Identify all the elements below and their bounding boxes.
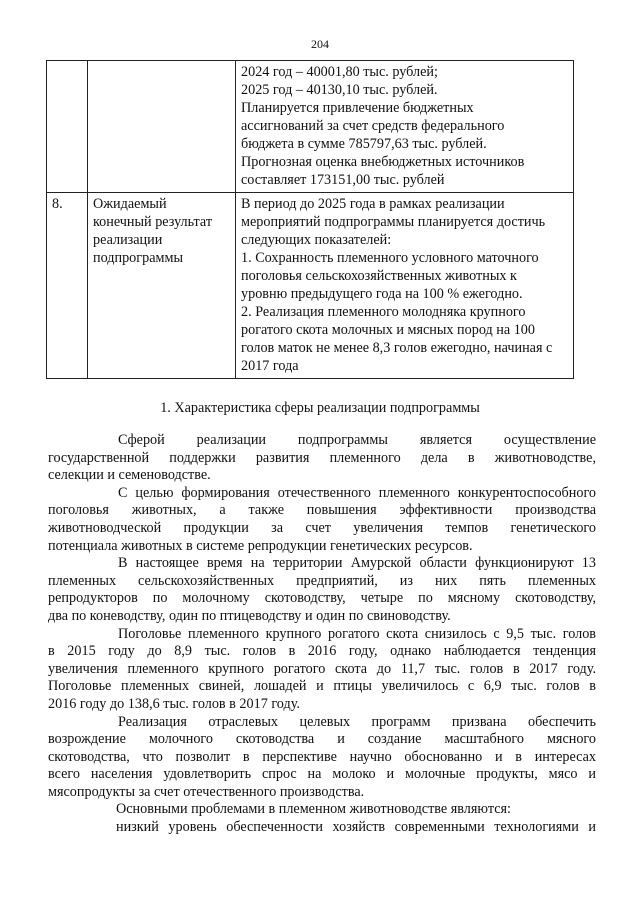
text-line: скотоводства, что позволит в перспективе научно обоснованно и в интересах <box>48 748 596 765</box>
value-line: 1. Сохранность племенного условного маточного <box>241 250 539 266</box>
text-line: потенциала животных в системе репродукции генетических ресурсов. <box>48 537 473 554</box>
name-line: Ожидаемый <box>93 196 167 212</box>
value-line: рогатого скота молочных и мясных пород на 100 <box>241 322 535 338</box>
body-text <box>48 432 596 837</box>
name-line: конечный результат <box>93 214 213 230</box>
paragraph <box>48 801 596 819</box>
section-heading: 1. Характеристика сферы реализации подпрограммы <box>160 400 480 416</box>
table-row-8 <box>47 193 574 379</box>
value-line: В период до 2025 года в рамках реализации <box>241 196 505 212</box>
value-line: поголовья сельскохозяйственных животных к <box>241 268 517 284</box>
row-number-cell <box>47 61 88 193</box>
text-line: Поголовье племенного крупного рогатого скота снизилось с 9,5 тыс. голов <box>118 625 596 642</box>
text-line: низкий уровень обеспеченности хозяйств современными технологиями и <box>116 819 596 836</box>
value-line: голов маток не менее 8,3 голов ежегодно, начиная с <box>241 340 553 356</box>
text-line: Сферой реализации подпрограммы является осуществление <box>118 432 596 448</box>
text-line: государственной поддержки развития племенного дела в животноводстве, <box>48 449 596 466</box>
text-line: всего населения удовлетворить спрос на молоко и молочные продукты, мясо и <box>48 766 596 783</box>
text-line: племенных сельскохозяйственных предприятий, из них пять племенных <box>48 572 596 589</box>
value-line: мероприятий подпрограммы планируется достичь <box>241 214 546 230</box>
value-line: следующих показателей: <box>241 232 392 248</box>
paragraph <box>48 555 596 625</box>
paragraph <box>48 626 596 714</box>
paragraph <box>48 714 596 802</box>
text-line: два по коневодству, один по птицеводству и один по свиноводству. <box>48 607 451 624</box>
text-line: в 2015 году до 8,9 тыс. голов в 2016 году, однако наблюдается тенденция <box>48 643 596 660</box>
name-line: реализации <box>93 232 163 248</box>
text-line: С целью формирования отечественного племенного конкурентоспособного <box>118 484 596 501</box>
text-line: животноводческой продукции за счет увеличения темпов генетического <box>48 519 596 536</box>
paragraph <box>48 485 596 555</box>
value-line: 2. Реализация племенного молодняка крупного <box>241 304 526 320</box>
text-line: возрождение молочного скотоводства и создание масштабного мясного <box>48 731 596 748</box>
text-line: Поголовье племенных свиней, лошадей и птицы увеличилось с 6,9 тыс. голов в <box>48 678 596 695</box>
value-line: Планируется привлечение бюджетных <box>241 100 474 116</box>
text-line: Реализация отраслевых целевых программ призвана обеспечить <box>118 713 596 730</box>
row-name-cell <box>88 193 236 379</box>
text-line: 2016 году до 138,6 тыс. голов в 2017 году. <box>48 695 300 712</box>
text-line: В настоящее время на территории Амурской области функционируют 13 <box>118 555 596 572</box>
text-line: поголовья животных, а также повышения эффективности производства <box>48 502 596 519</box>
value-line: 2025 год – 40130,10 тыс. рублей. <box>241 82 438 98</box>
text-line: селекции и семеноводстве. <box>48 467 211 484</box>
value-line: Прогнозная оценка внебюджетных источников <box>241 154 525 170</box>
page-number: 204 <box>311 37 329 51</box>
value-line: составляет 173151,00 тыс. рублей <box>241 172 445 188</box>
value-line: уровню предыдущего года на 100 % ежегодно. <box>241 286 523 302</box>
paragraph <box>48 819 596 837</box>
value-line: 2024 год – 40001,80 тыс. рублей; <box>241 64 438 80</box>
value-line: ассигнований за счет средств федерального <box>241 118 505 134</box>
subprogram-passport-table <box>46 60 574 379</box>
text-line: Основными проблемами в племенном животноводстве являются: <box>116 801 511 818</box>
text-line: мясопродукты за счет отечественного производства. <box>48 783 365 800</box>
row-value-cell <box>236 61 574 193</box>
row-number-cell: 8. <box>47 193 88 379</box>
row-name-cell <box>88 61 236 193</box>
paragraph <box>48 432 596 485</box>
text-line: увеличения племенного крупного рогатого скота до 11,7 тыс. голов в 2017 году. <box>48 660 596 677</box>
value-line: 2017 года <box>241 358 299 374</box>
name-line: подпрограммы <box>93 250 183 266</box>
table-row-continued <box>47 61 574 193</box>
value-line: бюджета в сумме 785797,63 тыс. рублей. <box>241 136 487 152</box>
text-line: репродукторов по молочному скотоводству, четыре по мясному скотоводству, <box>48 590 596 607</box>
row-value-cell <box>236 193 574 379</box>
